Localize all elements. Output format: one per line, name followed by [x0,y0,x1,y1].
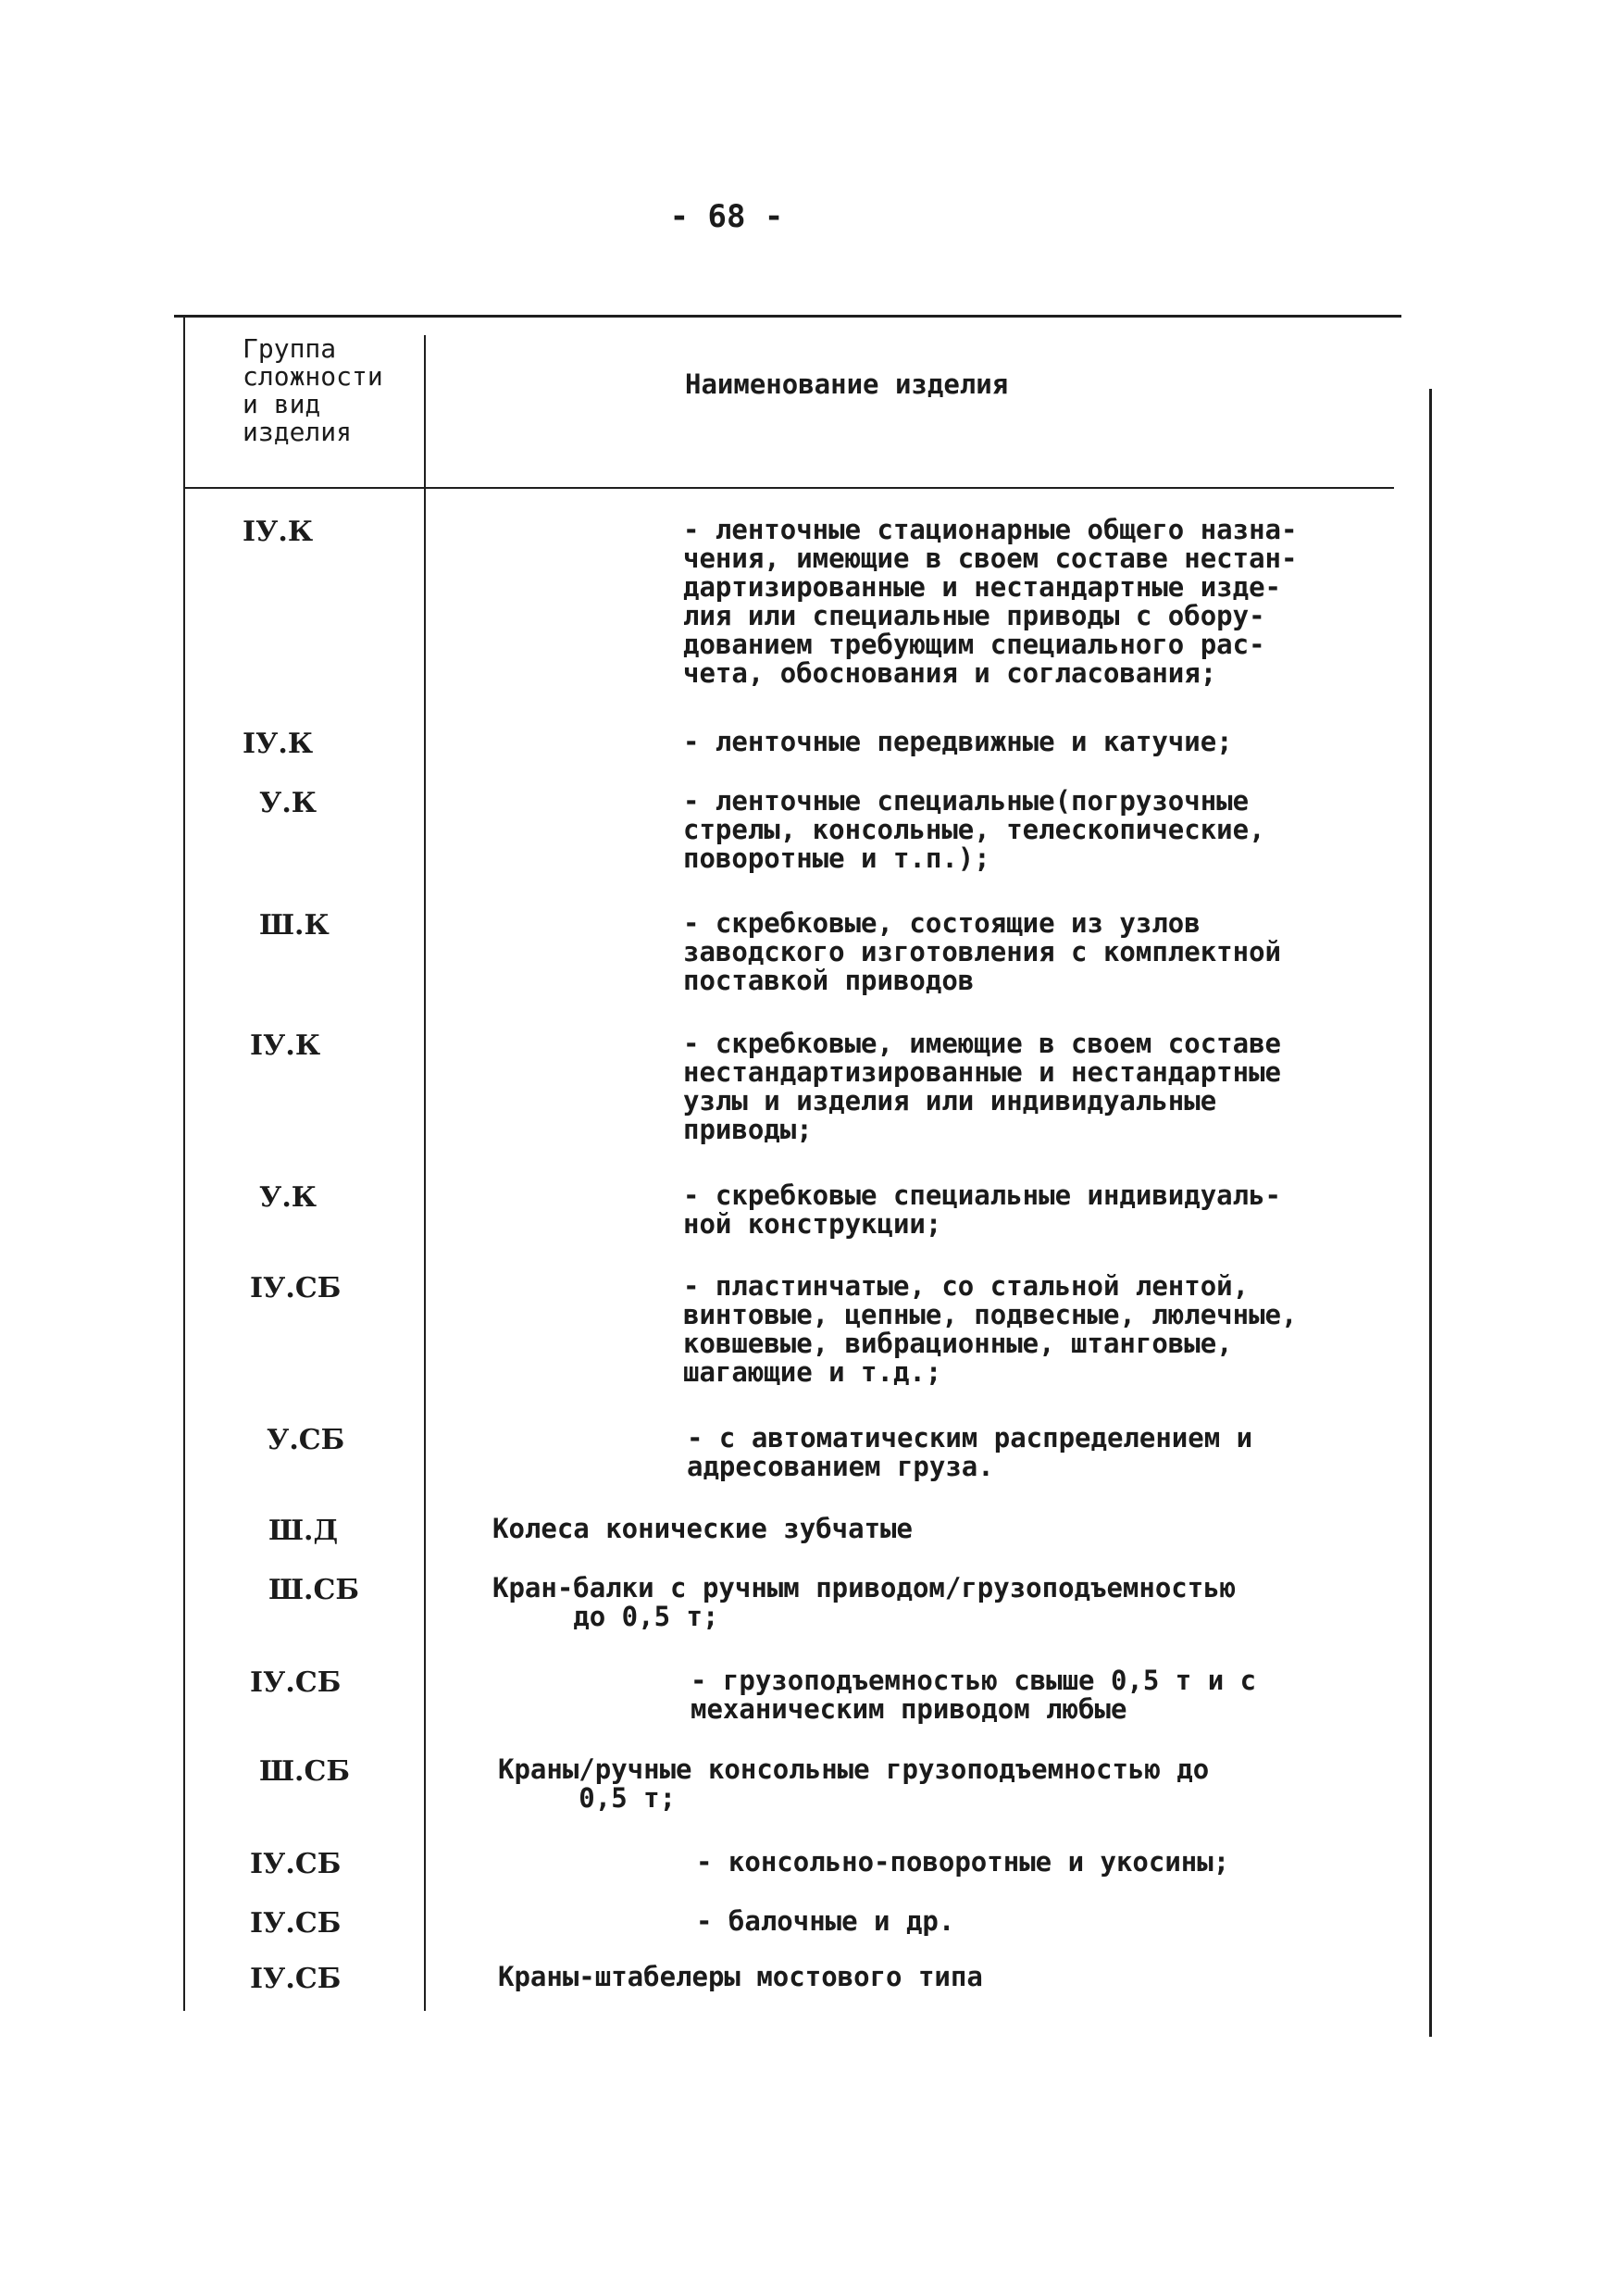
row-6-text: - скребковые специальные индивидуаль- ной конструкции; [683,1179,1282,1240]
row-14-code: IУ.СБ [250,1907,342,1940]
table-top-rule [174,315,1401,318]
row-4-code: Ш.К [259,909,330,942]
row-8-text: - с автоматическим распределением и адресованием груза. [687,1422,1253,1482]
header-bottom-rule [185,487,1394,489]
row-14-text: - балочные и др. [696,1905,955,1937]
table-right-border [1429,389,1432,2037]
table-left-border [183,317,185,2011]
row-10-code: Ш.СБ [268,1574,359,1606]
row-1-code: IУ.К [243,516,314,548]
row-6-code: У.К [259,1181,317,1214]
header-group-column: Группа сложности и вид изделия [243,333,383,447]
row-7-text: - пластинчатые, со стальной лентой, винтовые, цепные, подвесные, люлечные, ковшевые, вибрационные, штанговые, шагающие и т.д.; [683,1270,1298,1388]
row-10-text: Кран-балки с ручным приводом/грузоподъемностью до 0,5 т; [492,1572,1237,1632]
row-3-text: - ленточные специальные(погрузочные стрелы, консольные, телескопические, поворотные и т.п.); [683,785,1265,874]
row-13-code: IУ.СБ [250,1848,342,1880]
row-5-text: - скребковые, имеющие в своем составе нестандартизированные и нестандартные узлы и изделия или индивидуальные приводы; [683,1028,1282,1145]
row-13-text: - консольно-поворотные и укосины; [696,1846,1230,1878]
row-15-text: Краны-штабелеры мостового типа [498,1961,983,1992]
row-12-text: Краны/ручные консольные грузоподъемностью до 0,5 т; [498,1753,1210,1814]
row-9-text: Колеса конические зубчатые [492,1513,913,1544]
row-3-code: У.К [259,787,317,819]
row-15-code: IУ.СБ [250,1963,342,1995]
row-8-code: У.СБ [267,1424,345,1456]
header-name-column: Наименование изделия [685,368,1009,400]
row-9-code: Ш.Д [268,1515,339,1547]
row-1-text: - ленточные стационарные общего назна- чения, имеющие в своем составе нестан- дартизированные и нестандартные изде- лия или специальные приводы с обору- дованием требующим специального рас- чета, обоснования и согласования; [683,514,1298,689]
row-11-text: - грузоподъемностью свыше 0,5 т и с механическим приводом любые [691,1665,1257,1725]
column-divider [424,335,426,2011]
row-12-code: Ш.СБ [259,1755,350,1788]
row-4-text: - скребковые, состоящие из узлов заводского изготовления с комплектной поставкой приводов [683,907,1282,996]
row-2-code: IУ.К [243,728,314,760]
page-number: - 68 - [669,198,784,235]
row-2-text: - ленточные передвижные и катучие; [683,726,1233,757]
row-5-code: IУ.К [250,1029,321,1062]
row-7-code: IУ.СБ [250,1272,342,1304]
row-11-code: IУ.СБ [250,1666,342,1699]
